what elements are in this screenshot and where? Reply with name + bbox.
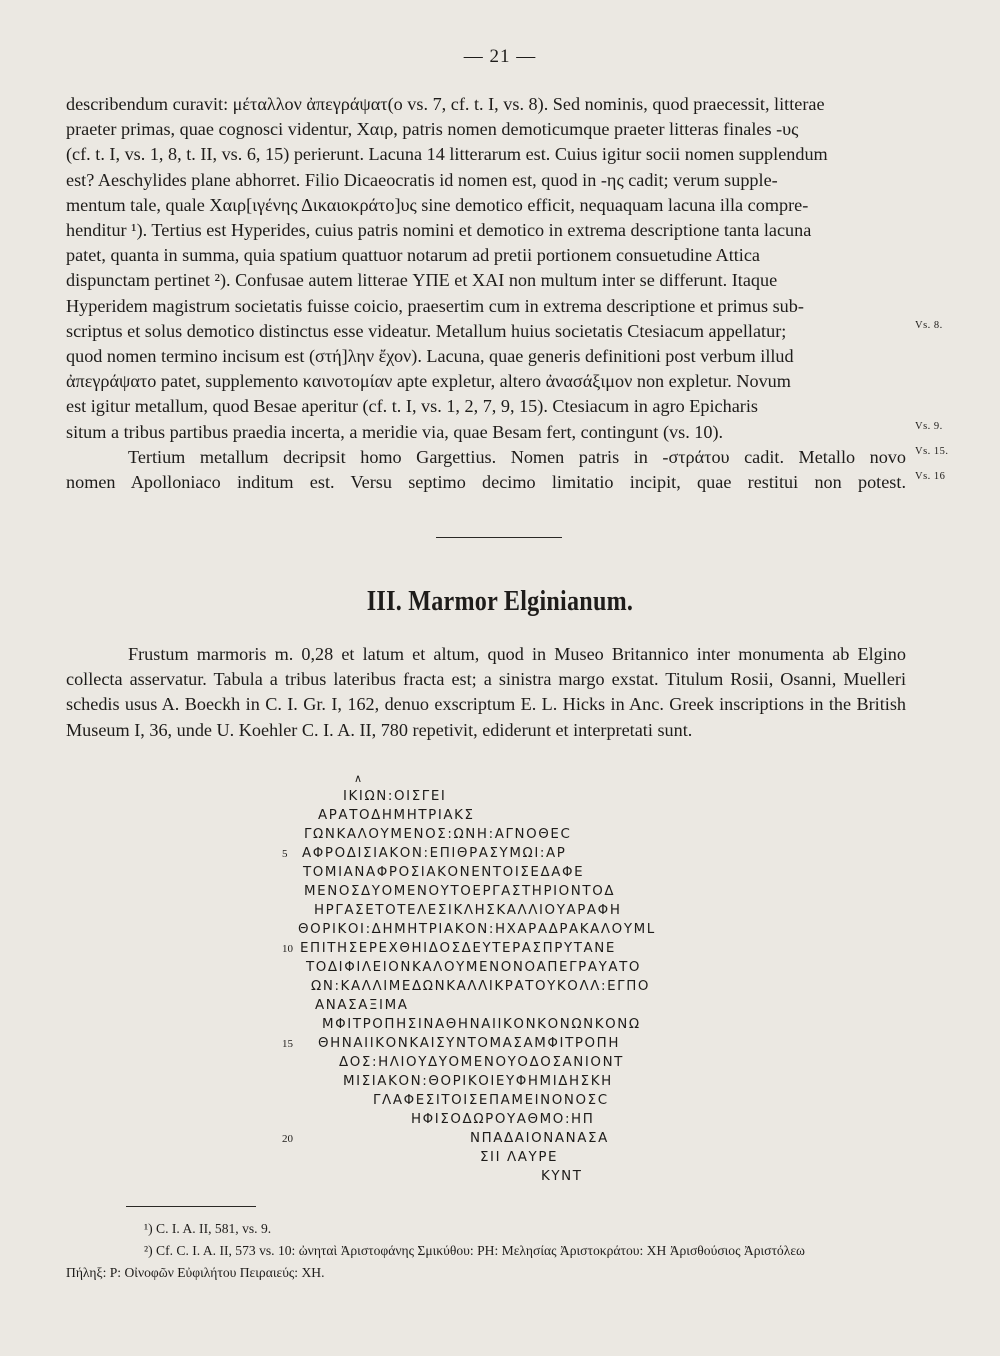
- footnotes: [66, 1218, 936, 1284]
- inscription-line: ΜΕΝΟΣΔΥΟΜΕΝΟΥΤΟΕΡΓΑΣΤΗΡΙΟΝΤΟΔ: [304, 884, 616, 899]
- text-line: (cf. t. I, vs. 1, 8, t. II, vs. 6, 15) perierunt. Lacuna 14 litterarum est. Cuius igitur socii nomen supplendum: [66, 144, 828, 165]
- text-line: Frustum marmoris m. 0,28 et latum et altum, quod in Museo Britannico inter monumenta ab: [128, 644, 850, 664]
- verse-marker: Vs. 15.: [915, 446, 949, 457]
- inscription-line: ΙΚΙΩΝ:ΟΙΣΓΕΙ: [343, 789, 447, 804]
- text-line: mentum tale, quale Χαιρ[ιγένης Δικαιοκράτο]υς sine demotico efficit, nequaquam lacuna illa compre-: [66, 194, 809, 215]
- text-line: est? Aeschylides plane abhorret. Filio Dicaeocratis id nomen est, quod in -ης cadit; verum supple-: [66, 169, 778, 190]
- inscription-line: ΑΡΑΤΟΔΗΜΗΤΡΙΑΚΣ: [318, 808, 475, 823]
- footnote-divider: [126, 1206, 256, 1207]
- inscription-line: ΚΥΝΤ: [541, 1169, 583, 1184]
- text-line: nomen Apolloniaco inditum est. Versu septimo decimo limitatio incipit, quae restitui non potest.: [66, 472, 906, 493]
- text-line: describendum curavit: μέταλλον ἀπεγράψατ(ο vs. 7, cf. t. I, vs. 8). Sed nominis, quod praecessit, litterae: [66, 94, 825, 114]
- line-number: 20: [282, 1133, 293, 1145]
- inscription-line: ΝΠΑΔΑΙΟΝΑΝΑΣΑ: [470, 1131, 609, 1146]
- inscription-line: ΔΟΣ:ΗΛΙΟΥΔΥΟΜΕΝΟΥΟΔΟΣΑΝΙΟΝΤ: [339, 1055, 624, 1070]
- line-number: 10: [282, 943, 293, 955]
- inscription-line: ΑΝΑΣΑΞΙΜΑ: [315, 998, 409, 1013]
- section-divider: [436, 537, 562, 538]
- footnote-continuation: Πήληξ: Ρ: Οἰνοφῶν Εὐφιλήτου Πειραιεύς: ΧΗ.: [66, 1265, 325, 1280]
- inscription-line: ΘΟΡΙΚΟΙ:ΔΗΜΗΤΡΙΑΚΟΝ:ΗΧΑΡΑΔΡΑΚΑΛΟΥΜL: [298, 922, 656, 937]
- inscription-line: ΜΙΣΙΑΚΟΝ:ΘΟΡΙΚΟΙΕΥΦΗΜΙΔΗΣΚΗ: [343, 1074, 613, 1089]
- text-line: Tertium metallum decripsit homo Gargettius. Nomen patris in -στράτου cadit. Metallo novo: [128, 446, 906, 467]
- inscription-line: ΕΠΙΤΗΣΕΡΕΧΘΗΙΔΟΣΔΕΥΤΕΡΑΣΠΡΥΤΑΝΕ: [300, 941, 616, 956]
- verse-marker: Vs. 16: [915, 471, 946, 482]
- inscription-line: ΓΩΝΚΑΛΟΥΜΕΝΟΣ:ΩΝΗ:ΑΓΝΟΘΕC: [304, 827, 572, 842]
- text-line: in Anc. Greek inscriptions in the British Museum I, 36, unde U. Koehler C. I. A. II, 780 repetivit,: [66, 694, 907, 740]
- text-line: est igitur metallum, quod Besae aperitur (cf. t. I, vs. 1, 2, 7, 9, 15). Ctesiacum in agro Epicharis: [66, 396, 758, 417]
- text-line: praeter primas, quae cognosci videntur, Χαιρ, patris nomen demoticumque praeter litteras finales -υς: [66, 119, 799, 140]
- page-number: — 21 —: [463, 46, 537, 67]
- text-line: henditur ¹). Tertius est Hyperides, cuius patris nomini et demotico in extrema descriptione tanta lacuna: [66, 220, 812, 241]
- text-line: Rosii, Osanni, Muelleri schedis usus A. Boeckh in C. I. Gr. I, 162, denuo exscriptum E. L. Hicks: [66, 669, 907, 715]
- text-line: patet, quanta in summa, quia spatium quattuor notarum ad pretii portionem consuetudine Attica: [66, 245, 760, 266]
- line-number: 5: [282, 848, 288, 860]
- line-number: 15: [282, 1038, 293, 1050]
- footnote: ¹) C. I. A. II, 581, vs. 9.: [144, 1221, 272, 1236]
- text-line: ediderunt et interpretati sunt.: [482, 719, 693, 740]
- inscription-line: ΤΟΜΙΑΝΑΦΡΟΣΙΑΚΟΝΕΝΤΟΙΣΕΔΑΦΕ: [303, 865, 585, 880]
- verse-marker: Vs. 8.: [915, 320, 943, 331]
- paragraph: [66, 642, 906, 743]
- inscription-line: ΜΦΙΤΡΟΠΗΣΙΝΑΘΗΝΑΙΙΚΟΝΚΟΝΩΝΚΟΝΩ: [322, 1017, 641, 1032]
- text-line: scriptus et solus demotico distinctus esse videatur. Metallum huius societatis Ctesiacum appellatur;: [66, 320, 787, 341]
- inscription-line: ΤΟΔΙΦΙΛΕΙΟΝΚΑΛΟΥΜΕΝΟΝΟΑΠΕΓΡΑΥΑΤΟ: [306, 960, 642, 975]
- text-line: ἀπεγράψατο patet, supplemento καινοτομίαν apte expletur, altero ἀνασάξιμον non expletur. Novum: [66, 371, 791, 392]
- inscription-line: ΗΡΓΑΣΕΤΟΤΕΛΕΣΙΚΛΗΣΚΑΛΛΙΟΥΑΡΑΦΗ: [314, 903, 622, 918]
- paragraph: [66, 92, 906, 445]
- body-text: [66, 92, 906, 495]
- text-line: Elgino collecta asservatur. Tabula a tribus lateribus fracta est; a sinistra margo exstat. Titulum: [66, 644, 906, 690]
- section-intro: [66, 642, 906, 743]
- inscription-line: ΘΗΝΑΙΙΚΟΝΚΑΙΣΥΝΤΟΜΑΣΑΜΦΙΤΡΟΠΗ: [318, 1036, 620, 1051]
- text-line: situm a tribus partibus praedia incerta, a meridie via, quae Besam fert, contingunt (vs. 10).: [66, 421, 724, 442]
- text-line: Hyperidem magistrum societatis fuisse coicio, praesertim cum in extrema descriptione et primus sub-: [66, 295, 804, 316]
- inscription-line: ΓΛΑΦΕΣΙΤΟΙΣΕΠΑΜΕΙΝΟΝΟΣC: [373, 1093, 609, 1108]
- text-line: dispunctam pertinet ²). Confusae autem litterae ΥΠΕ et ΧΑΙ non multum inter se differunt. Itaque: [66, 270, 778, 291]
- section-heading: III. Marmor Elginianum.: [366, 586, 634, 617]
- caret-mark: ∧: [354, 772, 364, 785]
- paragraph: [66, 445, 906, 495]
- footnote: ²) Cf. C. I. A. II, 573 vs. 10: ὠνηταὶ Ἀριστοφάνης Σμικύθου: ΡΗ: Μελησίας Ἀριστοκράτου: ΧΗ Ἀρισθούσιος Ἀριστόλεω: [144, 1243, 805, 1258]
- inscription-line: ΗΦΙΣΟΔΩΡΟΥΑΘΜΟ:ΗΠ: [411, 1112, 595, 1127]
- inscription-line: ΣΙΙ ΛΑΥΡΕ: [480, 1150, 559, 1165]
- verse-marker: Vs. 9.: [915, 421, 943, 432]
- text-line: quod nomen termino incisum est (στή]λην ἔχον). Lacuna, quae generis definitioni post verbum illud: [66, 346, 794, 367]
- inscription-line: ΩΝ:ΚΑΛΛΙΜΕΔΩΝΚΑΛΛΙΚΡΑΤΟΥΚΟΛΛ:ΕΓΠΟ: [311, 979, 651, 994]
- inscription-line: ΑΦΡΟΔΙΣΙΑΚΟΝ:ΕΠΙΘΡΑΣΥΜΩΙ:ΑΡ: [302, 846, 567, 861]
